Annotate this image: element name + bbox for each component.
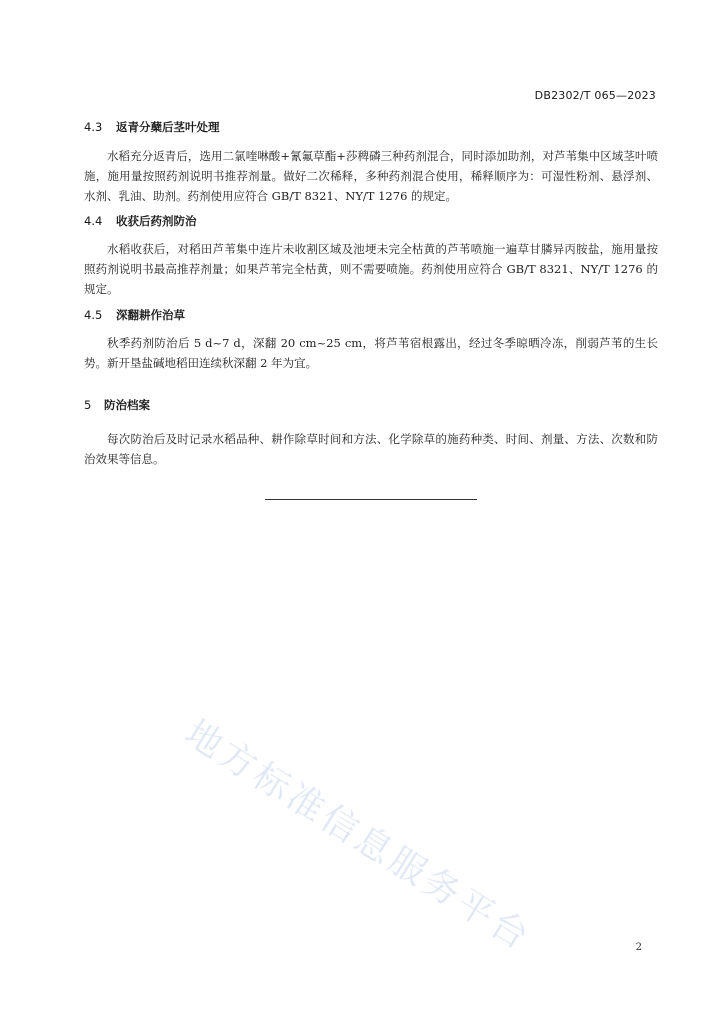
watermark: 地方标准信息服务平台 xyxy=(177,712,539,960)
section-paragraph-4-4: 水稻收获后，对稻田芦苇集中连片未收割区域及池埂未完全枯黄的芦苇喷施一遍草甘膦异丙胺盐，施用量按照药剂说明书最高推荐剂量；如果芦苇完全枯黄，则不需要喷施。药剂使用应符合 GB/T 8321、NY/T 1276 的规定。 xyxy=(84,242,658,296)
end-rule xyxy=(265,499,477,500)
section-paragraph-4-3: 水稻充分返青后，选用二氯喹啉酸+氰氟草酯+莎稗磷三种药剂混合，同时添加助剂，对芦苇集中区域茎叶喷施，施用量按照药剂说明书推荐剂量。做好二次稀释，多种药剂混合使用，稀释顺序为：可湿性粉剂、悬浮剂、水剂、乳油、助剂。药剂使用应符合 GB/T 8321、NY/T 1276 的规定。 xyxy=(84,149,658,203)
section-number: 4.4 xyxy=(84,214,103,228)
section-heading-4-3 xyxy=(84,119,220,135)
section-number: 5 xyxy=(84,398,92,412)
section-heading-4-4 xyxy=(84,213,197,229)
section-paragraph-4-5: 秋季药剂防治后 5 d~7 d，深翻 20 cm~25 cm，将芦苇宿根露出，经过冬季晾晒冷冻，削弱芦苇的生长势。新开垦盐碱地稻田连续秋深翻 2 年为宜。 xyxy=(84,336,658,370)
section-title: 收获后药剂防治 xyxy=(116,214,197,228)
section-paragraph-5: 每次防治后及时记录水稻品种、耕作除草时间和方法、化学除草的施药种类、时间、剂量、方法、次数和防治效果等信息。 xyxy=(84,432,658,466)
page-number: 2 xyxy=(635,942,642,953)
section-number: 4.5 xyxy=(84,308,103,322)
section-number: 4.3 xyxy=(84,120,103,134)
section-heading-5 xyxy=(84,397,150,413)
section-title: 返青分蘖后茎叶处理 xyxy=(116,120,220,134)
section-title: 防治档案 xyxy=(104,398,150,412)
section-title: 深翻耕作治草 xyxy=(116,308,185,322)
section-heading-4-5 xyxy=(84,307,185,323)
document-code: DB2302/T 065—2023 xyxy=(534,89,656,102)
